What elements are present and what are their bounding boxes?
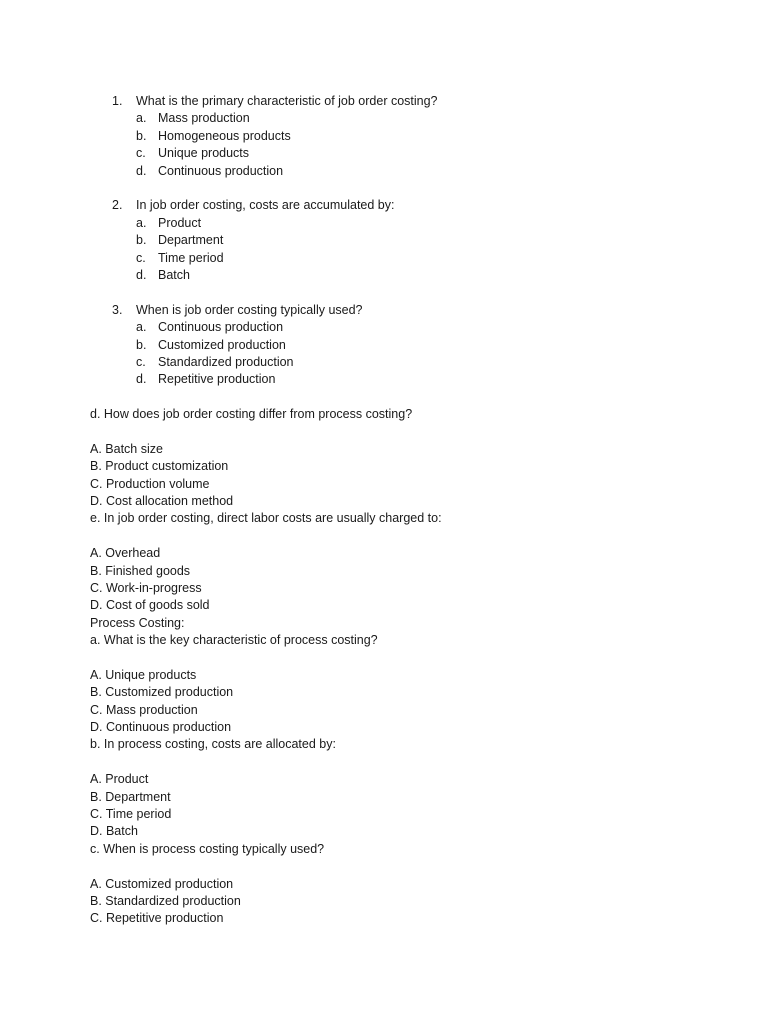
option-line [112, 145, 672, 162]
question-number: 3. [112, 302, 123, 317]
option-line [112, 110, 672, 127]
question-text: d. How does job order costing differ from process costing? [90, 407, 413, 421]
option-letter: c. [136, 355, 146, 370]
option-letter: c. [136, 250, 146, 265]
option-text: A. Customized production [90, 876, 234, 891]
option-letter: d. [136, 163, 147, 178]
option-text: D. Continuous production [90, 720, 232, 735]
question-block [112, 93, 672, 180]
option-text: C. Production volume [90, 476, 210, 491]
free-text-question-list [90, 406, 710, 928]
option-text: C. Time period [90, 806, 172, 821]
question-block [112, 302, 672, 389]
option-line [112, 163, 672, 180]
option-text: Unique products [158, 146, 250, 161]
option-letter: c. [136, 146, 146, 161]
option-text: A. Unique products [90, 667, 197, 682]
option-text: A. Product [90, 772, 149, 787]
option-text: B. Department [90, 789, 171, 804]
option-text: B. Standardized production [90, 893, 241, 908]
option-text: Homogeneous products [158, 128, 291, 143]
option-letter: b. [136, 337, 147, 352]
option-text: C. Repetitive production [90, 911, 224, 926]
option-text: B. Customized production [90, 685, 234, 700]
option-text: Product [158, 215, 202, 230]
blank-line [90, 528, 710, 545]
question-line [112, 93, 672, 110]
option-text: Continuous production [158, 320, 284, 335]
option-line [112, 354, 672, 371]
option-letter: a. [136, 320, 147, 335]
option-text: Batch [158, 268, 190, 283]
option-text: A. Overhead [90, 546, 161, 561]
blank-line [90, 649, 710, 666]
option-letter: a. [136, 111, 147, 126]
blank-line [90, 423, 710, 440]
question-text: e. In job order costing, direct labor costs are usually charged to: [90, 511, 442, 526]
option-text: Continuous production [158, 163, 284, 178]
question-text: b. In process costing, costs are allocated by: [90, 737, 336, 752]
option-letter: a. [136, 215, 147, 230]
section-heading: Process Costing: [90, 615, 185, 630]
question-line [112, 197, 672, 214]
option-text: D. Cost of goods sold [90, 598, 210, 613]
option-line [112, 337, 672, 354]
option-text: Standardized production [158, 355, 294, 370]
option-text: B. Finished goods [90, 563, 191, 578]
option-line [112, 319, 672, 336]
question-line [112, 302, 672, 319]
blank-line [90, 858, 710, 875]
question-number: 1. [112, 94, 123, 108]
option-line [112, 371, 672, 388]
question-text: a. What is the key characteristic of process costing? [90, 633, 378, 648]
question-text: When is job order costing typically used? [136, 302, 363, 317]
option-text: Time period [158, 250, 224, 265]
option-line [112, 232, 672, 249]
question-text: c. When is process costing typically used? [90, 841, 325, 856]
option-text: C. Work-in-progress [90, 580, 202, 595]
option-text: D. Cost allocation method [90, 493, 234, 508]
option-text: Repetitive production [158, 372, 276, 387]
option-text: Customized production [158, 337, 286, 352]
option-text: C. Mass production [90, 702, 198, 717]
option-text: A. Batch size [90, 441, 163, 456]
option-letter: b. [136, 233, 147, 248]
option-line [112, 267, 672, 284]
question-number: 2. [112, 198, 123, 213]
option-letter: d. [136, 268, 147, 283]
option-line [112, 215, 672, 232]
question-text: In job order costing, costs are accumulated by: [136, 198, 395, 213]
option-text: B. Product customization [90, 459, 229, 474]
blank-line [90, 754, 710, 771]
option-line [112, 128, 672, 145]
question-text: What is the primary characteristic of job order costing? [136, 94, 438, 108]
option-line [112, 250, 672, 267]
option-text: D. Batch [90, 824, 138, 839]
option-letter: d. [136, 372, 147, 387]
option-letter: b. [136, 128, 147, 143]
option-text: Mass production [158, 111, 250, 126]
numbered-question-list [112, 93, 672, 406]
option-text: Department [158, 233, 224, 248]
question-block [112, 197, 672, 284]
